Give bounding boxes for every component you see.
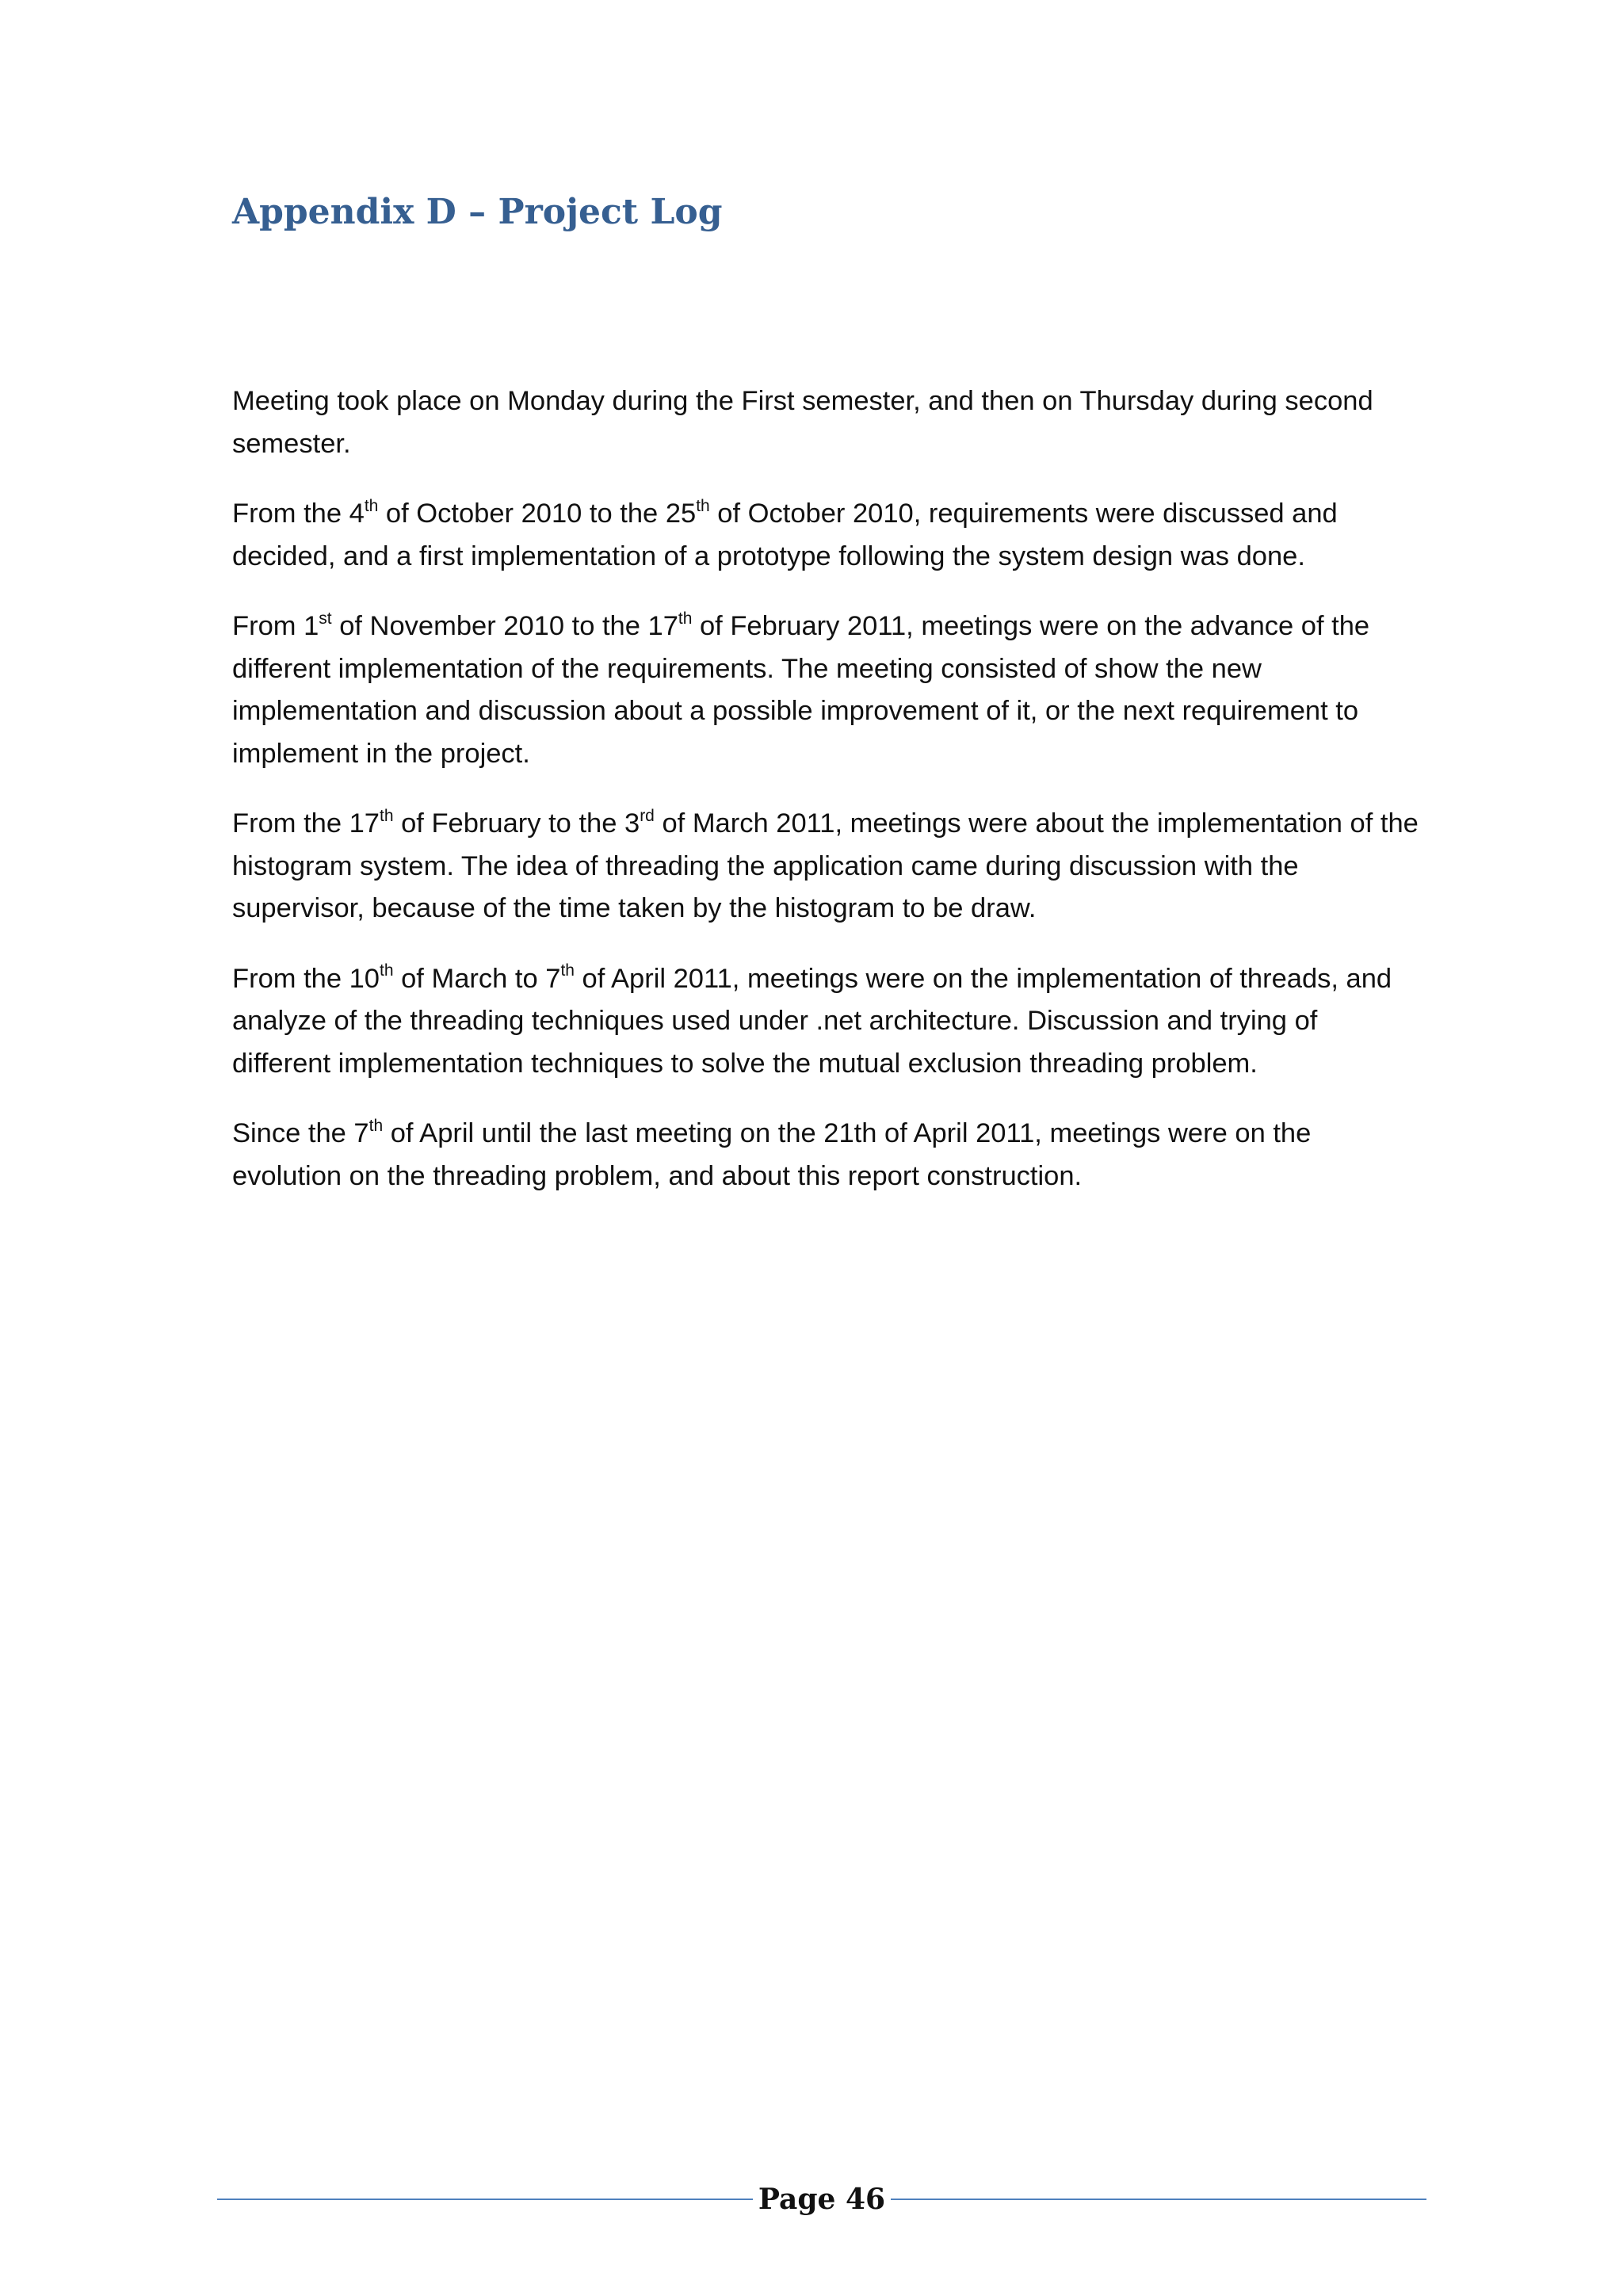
footer-rule-right (891, 2199, 1426, 2200)
paragraph-text: Since the 7 (232, 1118, 369, 1148)
paragraph-text: From the 4 (232, 499, 365, 529)
paragraph-text: of February to the 3 (393, 808, 640, 839)
ordinal-suffix: th (560, 961, 575, 980)
ordinal-suffix: th (380, 961, 394, 980)
paragraph-text: Meeting took place on Monday during the First semester, and then on Thursday during second semester. (232, 386, 1373, 459)
page-title: Appendix D – Project Log (232, 192, 723, 232)
paragraph-text: of February 2011, meetings were on the advance of the different implementation of the requirements. The meeting consisted of show the new implementation and discussion about a possible improvement of it, or the next requirement to implement in the project. (232, 611, 1370, 769)
page-number: Page 46 (758, 2183, 886, 2216)
page-footer (217, 2176, 1426, 2223)
paragraph-text: of March to 7 (393, 963, 561, 994)
ordinal-suffix: rd (640, 806, 655, 825)
paragraph (232, 803, 1421, 930)
paragraph-text: From the 10 (232, 963, 380, 994)
paragraph (232, 380, 1421, 465)
footer-rule-left (217, 2199, 753, 2200)
ordinal-suffix: th (696, 496, 710, 515)
ordinal-suffix: th (364, 496, 379, 515)
paragraph (232, 493, 1421, 578)
body-text (232, 380, 1421, 1225)
paragraph-text: of November 2010 to the 17 (331, 611, 678, 641)
paragraph-text: of April 2011, meetings were on the implementation of threads, and analyze of the threading techniques used under .net architecture. Discussion and trying of different implementation techniques to solve the mutual exclusion threading problem. (232, 963, 1392, 1079)
paragraph (232, 958, 1421, 1086)
paragraph-text: From the 17 (232, 808, 380, 839)
paragraph (232, 1113, 1421, 1198)
paragraph-text: of October 2010, requirements were discussed and decided, and a first implementation of a prototype following the system design was done. (232, 499, 1338, 571)
paragraph (232, 606, 1421, 775)
paragraph-text: From 1 (232, 611, 319, 641)
paragraph-text: of April until the last meeting on the 21th of April 2011, meetings were on the evolution on the threading problem, and about this report construction. (232, 1118, 1312, 1191)
paragraph-text: of March 2011, meetings were about the implementation of the histogram system. The idea of threading the application came during discussion with the supervisor, because of the time taken by the histogram to be draw. (232, 808, 1419, 923)
ordinal-suffix: st (319, 609, 332, 628)
paragraph-text: of October 2010 to the 25 (378, 499, 697, 529)
ordinal-suffix: th (380, 806, 394, 825)
ordinal-suffix: th (678, 609, 693, 628)
ordinal-suffix: th (369, 1116, 384, 1135)
